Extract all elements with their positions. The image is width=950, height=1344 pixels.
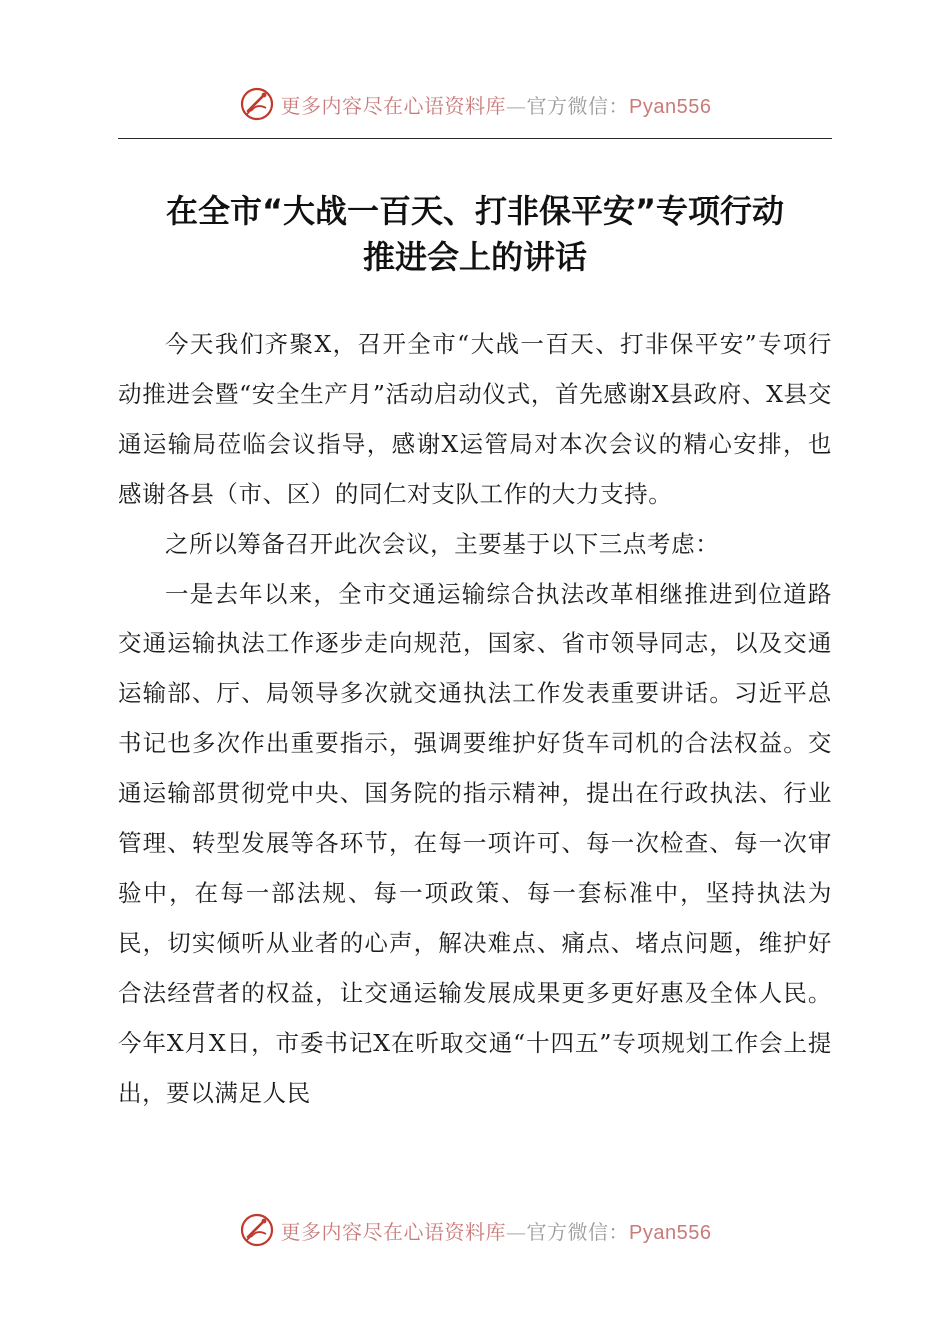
header-banner-text (281, 90, 712, 119)
document-title (100, 188, 850, 280)
paragraph-3: 一是去年以来，全市交通运输综合执法改革相继推进到位道路交通运输执法工作逐步走向规范，国家、省市领导同志，以及交通运输部、厅、局领导多次就交通执法工作发表重要讲话。习近平总书记也多次作出重要指示，强调要维护好货车司机的合法权益。交通运输部贯彻党中央、国务院的指示精神，提出在行政执法、行业管理、转型发展等各环节，在每一项许可、每一次检查、每一次审验中，在每一部法规、每一项政策、每一套标准中，坚持执法为民，切实倾听从业者的心声，解决难点、痛点、堵点问题，维护好合法经营者的权益，让交通运输发展成果更多更好惠及全体人民。今年X月X日，市委书记X在听取交通“十四五”专项规划工作会上提出，要以满足人民 (118, 579, 832, 1107)
banner-separator: — (506, 1219, 527, 1244)
banner-site-name: 更多内容尽在心语资料库 (280, 1219, 507, 1244)
banner-wechat-label: 官方微信： (526, 93, 630, 118)
banner-separator: — (506, 93, 527, 118)
footer-banner-text (281, 1216, 712, 1245)
header-banner (0, 84, 950, 124)
pen-seal-icon (239, 1212, 275, 1248)
paragraph-1: 今天我们齐聚X，召开全市“大战一百天、打非保平安”专项行动推进会暨“安全生产月”活动启动仪式，首先感谢X县政府、X县交通运输局莅临会议指导，感谢X运管局对本次会议的精心安排，也感谢各县（市、区）的同仁对支队工作的大力支持。 (118, 330, 832, 508)
banner-site-name: 更多内容尽在心语资料库 (280, 93, 507, 118)
title-line-2: 推进会上的讲话 (362, 238, 587, 276)
banner-account: Pyan556 (629, 1221, 712, 1244)
header-divider (118, 138, 832, 139)
paragraph-2: 之所以筹备召开此次会议，主要基于以下三点考虑： (165, 529, 720, 558)
document-body (118, 320, 832, 1119)
banner-account: Pyan556 (629, 95, 712, 118)
banner-wechat-label: 官方微信： (526, 1219, 630, 1244)
pen-seal-icon (239, 86, 275, 122)
title-line-1: 在全市“大战一百天、打非保平安”专项行动 (165, 192, 785, 230)
footer-banner (0, 1210, 950, 1250)
